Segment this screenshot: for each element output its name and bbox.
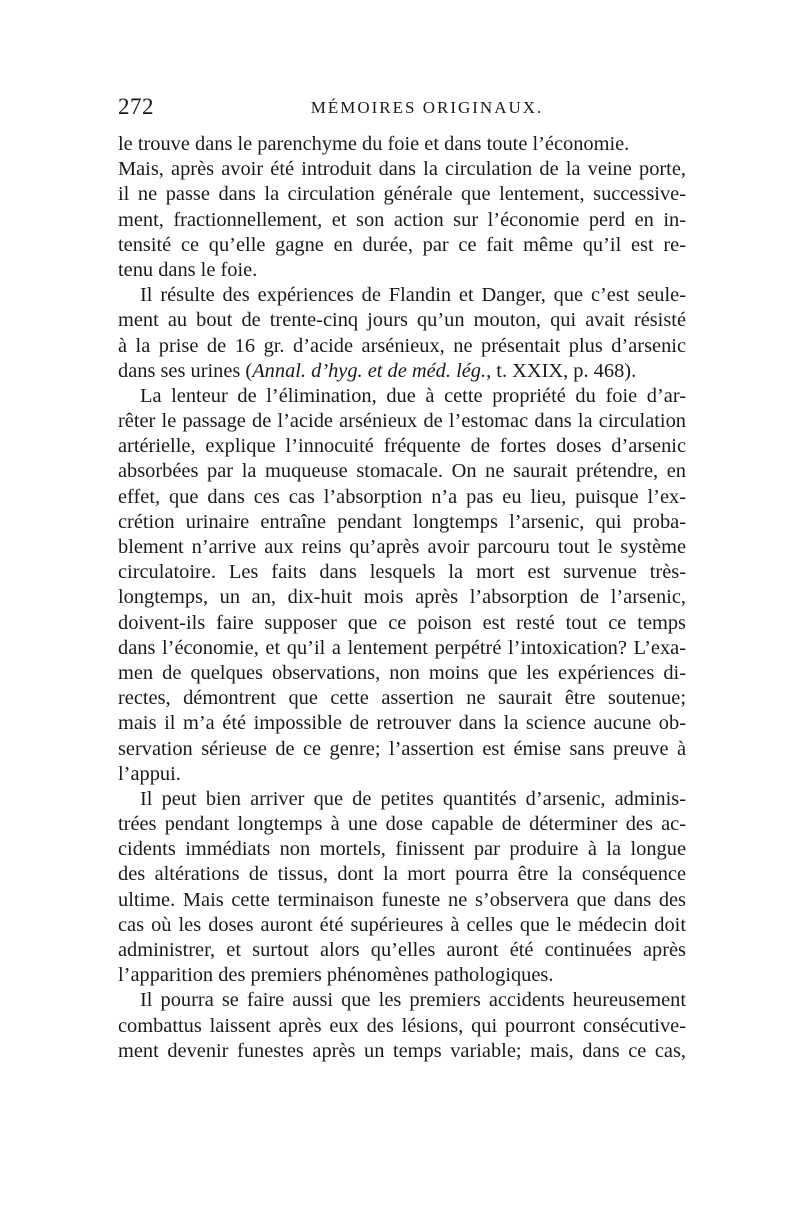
text-line [118, 636, 686, 661]
text-line-content: artérielle, explique l’innocuité fréquente de fortes doses d’arsenic [118, 435, 686, 458]
text-line [118, 686, 686, 711]
text-line-content: crétion urinaire entraîne pendant longtemps l’arsenic, qui proba- [118, 510, 686, 533]
text-line-content: effet, que dans ces cas l’absorption n’a pas eu lieu, puisque l’ex- [118, 485, 686, 508]
page-header [118, 94, 696, 128]
text-line-content: absorbées par la muqueuse stomacale. On ne saurait prétendre, en [118, 460, 686, 483]
text-line [118, 283, 686, 308]
text-line [118, 208, 686, 233]
text-line [118, 988, 686, 1013]
text-line-content: des altérations de tissus, dont la mort pourra être la conséquence [118, 863, 686, 886]
text-line-content: Il peut bien arriver que de petites quantités d’arsenic, adminis- [140, 787, 686, 810]
text-line-content: men de quelques observations, non moins que les expériences di- [118, 661, 686, 684]
text-line-content: Mais, après avoir été introduit dans la circulation de la veine porte, [118, 158, 686, 181]
text-line [118, 611, 686, 636]
body-text [118, 132, 686, 1064]
text-line-content: ultime. Mais cette terminaison funeste ne s’observera que dans des [118, 888, 686, 911]
text-line [118, 837, 686, 862]
text-line [118, 661, 686, 686]
text-line [118, 787, 686, 812]
text-line-content: il ne passe dans la circulation générale que lentement, successive- [118, 183, 686, 206]
text-line [118, 359, 686, 384]
text-line-content: dans l’économie, et qu’il a lentement perpétré l’intoxication? L’exa- [118, 636, 686, 659]
text-line [118, 182, 686, 207]
text-line-content: tenu dans le foie. [118, 258, 258, 281]
text-line [118, 535, 686, 560]
text-line-content: ment au bout de trente-cinq jours qu’un mouton, qui avait résisté [118, 309, 686, 332]
text-line-content: combattus laissent après eux des lésions, qui pourront consécutive- [118, 1014, 686, 1037]
text-line [118, 1039, 686, 1064]
text-line-content: le trouve dans le parenchyme du foie et dans toute l’économie. [118, 133, 630, 155]
text-line [118, 409, 686, 434]
text-line-content: administrer, et surtout alors qu’elles auront été continuées après [118, 939, 686, 961]
text-line-content: tensité ce qu’elle gagne en durée, par ce fait même qu’il est re- [118, 233, 686, 256]
text-line-continuation: , t. XXIX, p. 468). [486, 359, 637, 382]
text-line-content: circulatoire. Les faits dans lesquels la mort est survenue très- [118, 561, 686, 584]
text-line-content: l’apparition des premiers phénomènes pathologiques. [118, 964, 554, 987]
text-line [118, 308, 686, 333]
text-line [118, 585, 686, 610]
text-line [118, 888, 686, 913]
text-line [118, 485, 686, 510]
text-line-content: Il pourra se faire aussi que les premiers accidents heureusement [140, 989, 686, 1012]
text-line-content: ment, fractionnellement, et son action sur l’économie perd en in- [118, 208, 686, 231]
text-line-content: rectes, démontrent que cette assertion ne saurait être soutenue; [118, 687, 686, 710]
text-line [118, 157, 686, 182]
text-line [118, 258, 686, 283]
text-line-content: ment devenir funestes après un temps variable; mais, dans ce cas, [118, 1039, 686, 1062]
text-line-content: l’appui. [118, 762, 181, 785]
text-line [118, 913, 686, 938]
text-line [118, 862, 686, 887]
text-line-content: cas où les doses auront été supérieures à celles que le médecin doit [118, 913, 686, 936]
text-line [118, 334, 686, 359]
text-line [118, 384, 686, 409]
text-line [118, 737, 686, 762]
text-line [118, 963, 686, 988]
text-line-content: longtemps, un an, dix-huit mois après l’absorption de l’arsenic, [118, 586, 686, 609]
text-line [118, 233, 686, 258]
citation-italic: Annal. d’hyg. et de méd. lég. [252, 359, 487, 382]
text-line [118, 434, 686, 459]
text-line-content: mais il m’a été impossible de retrouver dans la science aucune ob- [118, 712, 686, 735]
text-line-content: rêter le passage de l’acide arsénieux de l’estomac dans la circulation [118, 410, 686, 433]
text-line-content: doivent-ils faire supposer que ce poison est resté tout ce temps [118, 611, 686, 634]
text-line [118, 459, 686, 484]
running-title: MÉMOIRES ORIGINAUX. [310, 98, 544, 117]
text-line-content: dans ses urines ( [118, 359, 253, 382]
text-line-content: cidents immédiats non mortels, finissent par produire à la longue [118, 838, 686, 861]
text-line-content: trées pendant longtemps à une dose capable de déterminer des ac- [118, 813, 686, 836]
text-line [118, 132, 686, 157]
text-line-content: à la prise de 16 gr. d’acide arsénieux, ne présentait plus d’arsenic [118, 334, 686, 357]
text-line-content: servation sérieuse de ce genre; l’assertion est émise sans preuve à [118, 737, 686, 760]
text-line [118, 762, 686, 787]
text-line [118, 1014, 686, 1039]
text-line-content: La lenteur de l’élimination, due à cette propriété du foie d’ar- [140, 384, 686, 407]
text-line [118, 510, 686, 535]
text-line [118, 812, 686, 837]
text-line-content: Il résulte des expériences de Flandin et Danger, que c’est seule- [140, 284, 686, 307]
page-number: 272 [118, 94, 154, 119]
text-line [118, 711, 686, 736]
text-line [118, 560, 686, 585]
text-line [118, 938, 686, 963]
text-line-content: blement n’arrive aux reins qu’après avoir parcouru tout le système [118, 536, 686, 558]
